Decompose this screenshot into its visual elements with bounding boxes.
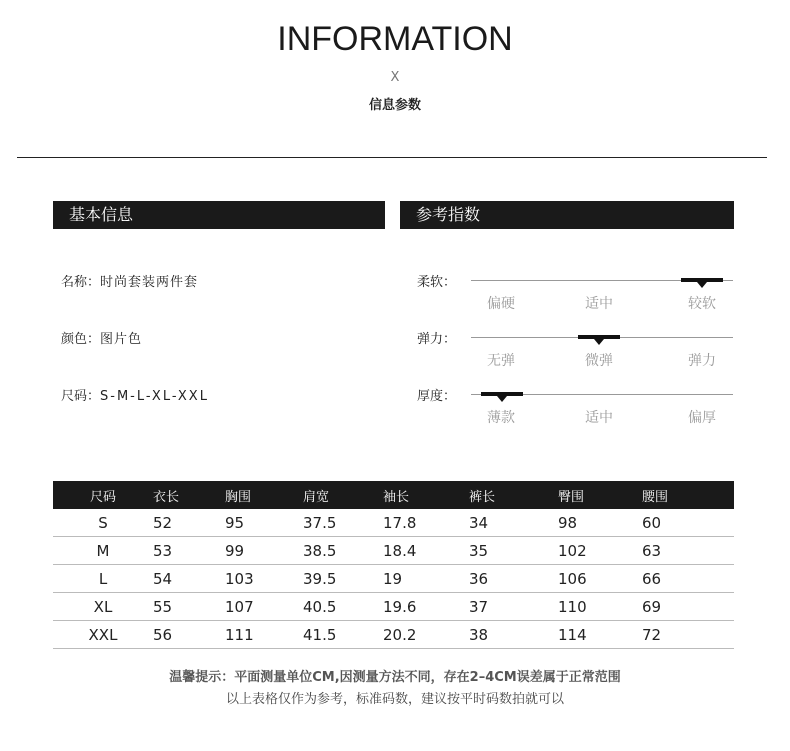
table-cell: 36 — [469, 565, 558, 593]
table-cell: 19 — [383, 565, 469, 593]
info-label: 名称： — [61, 275, 101, 290]
column-header: 袖长 — [383, 481, 469, 509]
column-header: 裤长 — [469, 481, 558, 509]
basic-info-heading: 基本信息 — [53, 201, 385, 229]
info-row-name — [61, 271, 198, 290]
table-cell: 55 — [153, 593, 225, 621]
table-cell: 110 — [558, 593, 642, 621]
elasticity-marker-pointer — [594, 339, 604, 345]
table-cell: 66 — [642, 565, 734, 593]
table-cell: 107 — [225, 593, 303, 621]
table-row — [53, 565, 734, 593]
softness-option: 适中 — [585, 296, 613, 312]
info-label: 颜色： — [61, 332, 101, 347]
table-cell: 40.5 — [303, 593, 383, 621]
table-cell: 60 — [642, 509, 734, 537]
table-row — [53, 621, 734, 649]
table-cell: M — [53, 537, 153, 565]
thickness-option: 偏厚 — [688, 410, 716, 426]
column-header: 腰围 — [642, 481, 734, 509]
table-cell: 54 — [153, 565, 225, 593]
info-row-size — [61, 385, 209, 404]
info-value: 时尚套装两件套 — [100, 275, 199, 290]
softness-option: 偏硬 — [487, 296, 515, 312]
thickness-option: 适中 — [585, 410, 613, 426]
table-cell: 34 — [469, 509, 558, 537]
table-cell: 95 — [225, 509, 303, 537]
column-header: 臀围 — [558, 481, 642, 509]
table-cell: 63 — [642, 537, 734, 565]
table-cell: 72 — [642, 621, 734, 649]
table-row — [53, 593, 734, 621]
info-value: S-M-L-XL-XXL — [100, 389, 209, 404]
table-cell: 38 — [469, 621, 558, 649]
table-header-row — [53, 481, 734, 509]
table-cell: 56 — [153, 621, 225, 649]
header-divider — [17, 157, 767, 158]
table-cell: 103 — [225, 565, 303, 593]
page-title: INFORMATION — [277, 20, 513, 58]
table-cell: 41.5 — [303, 621, 383, 649]
table-cell: 102 — [558, 537, 642, 565]
softness-marker-pointer — [697, 282, 707, 288]
softness-label: 柔软： — [417, 275, 457, 290]
table-cell: 98 — [558, 509, 642, 537]
table-cell: 53 — [153, 537, 225, 565]
column-header: 衣长 — [153, 481, 225, 509]
table-cell: 39.5 — [303, 565, 383, 593]
reference-note: 以上表格仅作为参考，标准码数，建议按平时码数拍就可以 — [225, 692, 564, 707]
table-cell: 37 — [469, 593, 558, 621]
table-cell: 52 — [153, 509, 225, 537]
info-row-color — [61, 328, 142, 347]
table-cell: 111 — [225, 621, 303, 649]
table-cell: 114 — [558, 621, 642, 649]
table-cell: XXL — [53, 621, 153, 649]
elasticity-option: 无弹 — [487, 353, 515, 369]
table-cell: 18.4 — [383, 537, 469, 565]
thickness-option: 薄款 — [487, 410, 515, 426]
table-cell: 38.5 — [303, 537, 383, 565]
x-mark: X — [390, 70, 400, 85]
table-row — [53, 509, 734, 537]
info-label: 尺码： — [61, 389, 101, 404]
page-subtitle: 信息参数 — [368, 98, 421, 113]
thickness-marker-pointer — [497, 396, 507, 402]
size-table — [53, 481, 734, 649]
table-row — [53, 537, 734, 565]
reference-index-heading: 参考指数 — [400, 201, 734, 229]
elasticity-option: 微弹 — [585, 353, 613, 369]
table-cell: 19.6 — [383, 593, 469, 621]
thickness-label: 厚度： — [417, 389, 457, 404]
info-value: 图片色 — [100, 332, 143, 347]
table-cell: 106 — [558, 565, 642, 593]
elasticity-option: 弹力 — [688, 353, 716, 369]
table-cell: 37.5 — [303, 509, 383, 537]
tip-note: 温馨提示：平面测量单位CM,因测量方法不同，存在2–4CM误差属于正常范围 — [169, 670, 621, 685]
table-cell: S — [53, 509, 153, 537]
table-cell: 69 — [642, 593, 734, 621]
table-cell: 99 — [225, 537, 303, 565]
table-cell: 17.8 — [383, 509, 469, 537]
elasticity-label: 弹力： — [417, 332, 457, 347]
table-cell: 35 — [469, 537, 558, 565]
column-header: 尺码 — [53, 481, 153, 509]
softness-option: 较软 — [688, 296, 716, 312]
column-header: 胸围 — [225, 481, 303, 509]
table-cell: XL — [53, 593, 153, 621]
column-header: 肩宽 — [303, 481, 383, 509]
table-cell: 20.2 — [383, 621, 469, 649]
table-cell: L — [53, 565, 153, 593]
